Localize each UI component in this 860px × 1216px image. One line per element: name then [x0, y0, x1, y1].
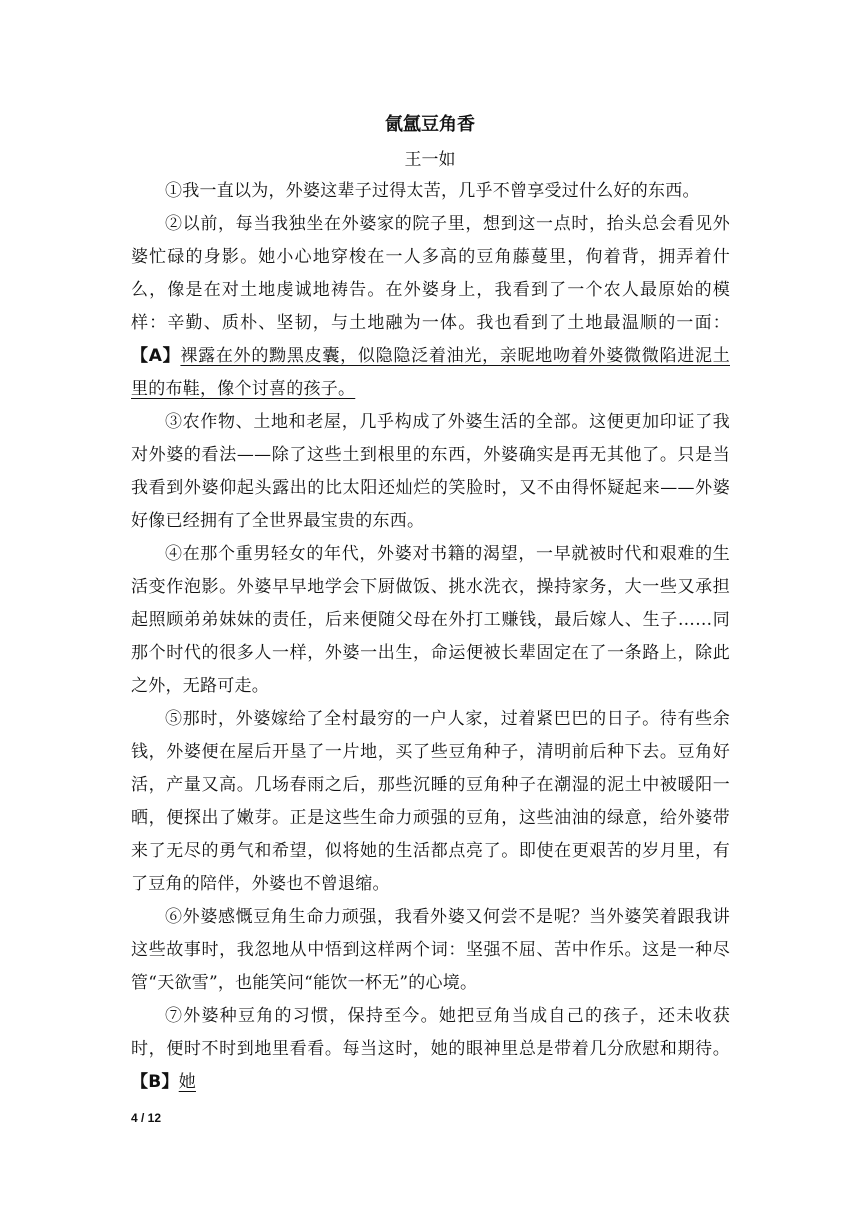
article-author: 王一如 — [404, 150, 456, 170]
paragraph-7-text: ⑦外婆种豆角的习惯，保持至今。她把豆角当成自己的孩子，还未收获时，便时不时到地里看看。每当这时，她的眼神里总是带着几分欣慰和期待。 — [131, 1006, 730, 1059]
article-title: 氤氲豆角香 — [385, 114, 475, 135]
article-body — [131, 175, 730, 1099]
paragraph-2-text: ②以前，每当我独坐在外婆家的院子里，想到这一点时，抬头总会看见外婆忙碌的身影。她小心地穿梭在一人多高的豆角藤蔓里，佝着背，拥弄着什么，像是在对土地虔诚地祷告。在外婆身上，我看到了一个农人最原始的模样：辛勤、质朴、坚韧，与土地融为一体。我也看到了土地最温顺的一面： — [131, 214, 730, 333]
paragraph-4: ④在那个重男轻女的年代，外婆对书籍的渴望，一早就被时代和艰难的生活变作泡影。外婆早早地学会下厨做饭、挑水洗衣，操持家务，大一些又承担起照顾弟弟妹妹的责任，后来便随父母在外打工赚钱，最后嫁人、生子……同那个时代的很多人一样，外婆一出生，命运便被长辈固定在了一条路上，除此之外，无路可走。 — [131, 544, 730, 696]
underlined-passage-b: 她 — [178, 1072, 196, 1092]
paragraph-2 — [131, 208, 730, 406]
paragraph-5: ⑤那时，外婆嫁给了全村最穷的一户人家，过着紧巴巴的日子。待有些余钱，外婆便在屋后开垦了一片地，买了些豆角种子，清明前后种下去。豆角好活，产量又高。几场春雨之后，那些沉睡的豆角种子在潮湿的泥土中被暖阳一晒，便探出了嫩芽。正是这些生命力顽强的豆角，这些油油的绿意，给外婆带来了无尽的勇气和希望，似将她的生活都点亮了。即使在更艰苦的岁月里，有了豆角的陪伴，外婆也不曾退缩。 — [131, 709, 730, 894]
marker-b: 【B】 — [131, 1072, 179, 1092]
paragraph-7 — [131, 1000, 730, 1099]
marker-a: 【A】 — [131, 346, 181, 366]
paragraph-3: ③农作物、土地和老屋，几乎构成了外婆生活的全部。这便更加印证了我对外婆的看法——除了这些土到根里的东西，外婆确实是再无其他了。只是当我看到外婆仰起头露出的比太阳还灿烂的笑脸时，又不由得怀疑起来——外婆好像已经拥有了全世界最宝贵的东西。 — [131, 412, 730, 531]
page-number: 4 / 12 — [131, 1111, 162, 1125]
paragraph-1: ①我一直以为，外婆这辈子过得太苦，几乎不曾享受过什么好的东西。 — [165, 181, 700, 201]
underlined-passage-a: 裸露在外的黝黑皮囊，似隐隐泛着油光，亲昵地吻着外婆微微陷进泥土里的布鞋，像个讨喜的孩子。 — [131, 346, 730, 399]
paragraph-6: ⑥外婆感慨豆角生命力顽强，我看外婆又何尝不是呢？当外婆笑着跟我讲这些故事时，我忽地从中悟到这样两个词：坚强不屈、苦中作乐。这是一种尽管“天欲雪”，也能笑问“能饮一杯无”的心境。 — [131, 907, 730, 993]
